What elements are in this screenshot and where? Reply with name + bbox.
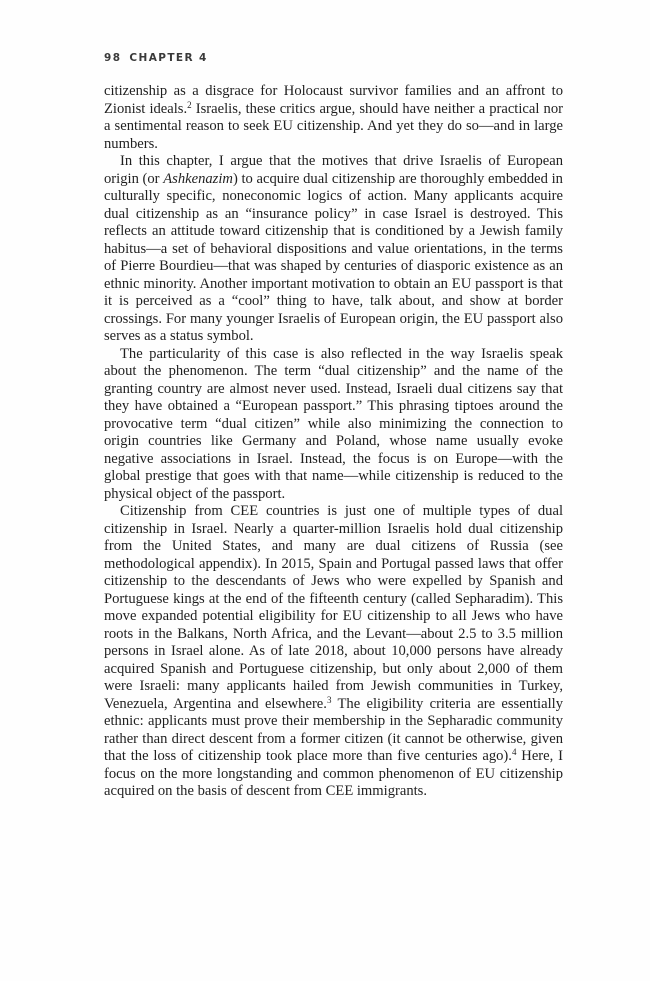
footnote-ref-3: 3 bbox=[326, 694, 332, 705]
footnote-ref-2: 2 bbox=[187, 99, 192, 110]
paragraph-2-text-b: ) to acquire dual citizenship are thoroughly embedded in culturally specific, noneconomic logics of action. Many applicants acquire dual citizenship as an “insurance policy” in case Israel is destroyed. This reflects an attitude toward citizenship that is conditioned by a Jewish family habitus—a set of behavioral dispositions and value orientations, in the terms of Pierre Bourdieu—that was shaped by centuries of diasporic existence as an ethnic minority. Another important motivation to obtain an EU passport is that it is perceived as a “cool” thing to have, talk about, and show at border crossings. For many younger Israelis of European origin, the EU passport also serves as a status symbol. bbox=[104, 170, 563, 344]
running-head bbox=[104, 52, 208, 64]
chapter-label: CHAPTER 4 bbox=[129, 52, 208, 64]
page-number: 98 bbox=[104, 52, 122, 64]
paragraph-4-text-a: Citizenship from CEE countries is just one of multiple types of dual citizenship in Israel. Nearly a quarter-million Israelis hold dual citizenship from the United States, and many are dual citizens of Russia (see methodological appendix). In 2015, Spain and Portugal passed laws that offer citizenship to the descendants of Jews who were expelled by Spanish and Portuguese kings at the end of the fifteenth century (called Sepharadim). This move expanded potential eligibility for EU citizenship to all Jews who have roots in the Balkans, North Africa, and the Levant—about 2.5 to 3.5 million persons in Israel alone. As of late 2018, about 10,000 persons have already acquired Spanish and Portuguese citizenship, but only about 2,000 of them were Israeli: many applicants hailed from Jewish communities in Turkey, Venezuela, Argentina and elsewhere. bbox=[104, 503, 563, 712]
paragraph-2-text-a: In this chapter, I argue that the motives that drive Israelis of European origin (or bbox=[104, 153, 563, 187]
term-ashkenazim: Ashkenazim bbox=[163, 170, 233, 187]
paragraph-4-text-c: Here, I focus on the more longstanding and common phenomenon of EU citizenship acquired on the basis of descent from CEE immigrants. bbox=[104, 748, 563, 799]
paragraph-4 bbox=[104, 503, 563, 801]
body-text bbox=[104, 83, 563, 801]
paragraph-3: The particularity of this case is also reflected in the way Israelis speak about the phenomenon. The term “dual citizenship” and the name of the granting country are almost never used. Instead, Israeli dual citizens say that they have obtained a “European passport.” This phrasing tiptoes around the provocative term “dual citizen” while also minimizing the connection to origin countries like Germany and Poland, whose name usually evoke negative associations in Israel. Instead, the focus is on Europe—with the global prestige that goes with that name—while citizenship is reduced to the physical object of the passport. bbox=[104, 345, 563, 502]
paragraph-4-text-b: The eligibility criteria are essentially ethnic: applicants must prove their membership in the Sepharadic community rather than direct descent from a former citizen (it cannot be otherwise, given that the loss of citizenship took place more than five centuries ago). bbox=[104, 695, 563, 764]
paragraph-1 bbox=[104, 83, 563, 153]
paragraph-2 bbox=[104, 153, 563, 346]
paragraph-1-text-b: Israelis, these critics argue, should have neither a practical nor a sentimental reason to seek EU citizenship. And yet they do so—and in large numbers. bbox=[104, 100, 563, 152]
footnote-ref-4: 4 bbox=[511, 747, 517, 757]
paragraph-1-text-a: citizenship as a disgrace for Holocaust survivor families and an affront to Zionist ideals. bbox=[104, 83, 563, 117]
